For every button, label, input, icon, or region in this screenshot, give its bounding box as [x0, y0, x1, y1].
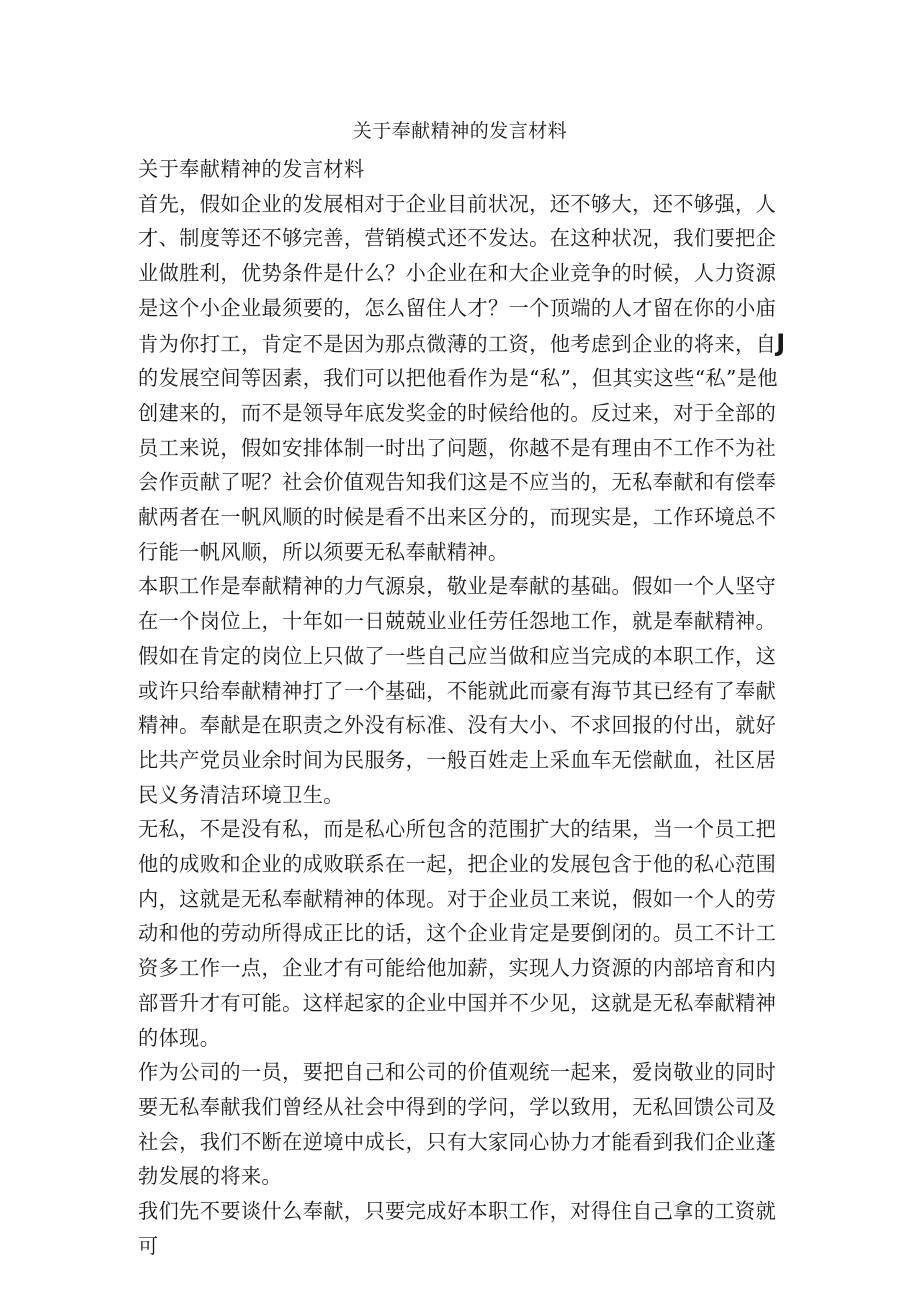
document-body	[138, 152, 790, 1264]
paragraph-2: 本职工作是奉献精神的力气源泉，敬业是奉献的基础。假如一个人坚守在一个岗位上，十年如一日兢兢业业任劳任怨地工作，就是奉献精神。假如在肯定的岗位上只做了一些自己应当做和应当完成的本职工作，这或许只给奉献精神打了一个基础，不能就此而豪有海节其已经有了奉献精神。奉献是在职责之外没有标准、没有大小、不求回报的付出，就好比共产党员业余时间为民服务，一般百姓走上采血车无偿献血，社区居民义务清洁环境卫生。	[138, 574, 777, 807]
paragraph-4: 作为公司的一员，要把自己和公司的价值观统一起来，爱岗敬业的同时要无私奉献我们曾经从社会中得到的学问，学以致用，无私回馈公司及社会，我们不断在逆境中成长，只有大家同心协力才能看到我们企业蓬勃发展的将来。	[138, 1060, 777, 1189]
paragraph-3: 无私，不是没有私，而是私心所包含的范围扩大的结果，当一个员工把他的成败和企业的成败联系在一起，把企业的发展包含于他的私心范围内，这就是无私奉献精神的体现。对于企业员工来说，假如一个人的劳动和他的劳动所得成正比的话，这个企业肯定是要倒闭的。员工不计工资多工作一点，企业才有可能给他加薪，实现人力资源的内部培育和内部晋升才有可能。这样起家的企业中国并不少见，这就是无私奉献精神的体现。	[138, 817, 777, 1050]
paragraph-1	[138, 187, 790, 570]
document-subtitle: 关于奉献精神的发言材料	[138, 157, 365, 181]
paragraph-1-part-a: 首先，假如企业的发展相对于企业目前状况，还不够大，还不够强，人才、制度等还不够完善，营销模式还不发达。在这种状况，我们要把企业做胜利，优势条件是什么？小企业在和大企业竞争的时候，人力资源是这个小企业最须要的，怎么留住人才？一个顶端的人才留在你的小庙肯为你打工，肯定不是因为那点微薄的工资，他考虑到企业的将来，自	[138, 191, 777, 356]
paragraph-1-part-b: 的发展空间等因素，我们可以把他看作为是“私”，但其实这些“私”是他创建来的，而不是领导年底发奖金的时候给他的。反过来，对于全部的员工来说，假如安排体制一时出了问题，你越不是有理由不工作不为社会作贡献了呢？社会价值观告知我们这是不应当的，无私奉献和有偿奉献两者在一帆风顺的时候是看不出来区分的，而现实是，工作环境总不行能一帆风顺，所以须要无私奉献精神。	[138, 366, 778, 564]
paragraph-1-glyph: J	[776, 328, 786, 357]
document-title: 关于奉献精神的发言材料	[352, 120, 568, 142]
paragraph-5: 我们先不要谈什么奉献，只要完成好本职工作，对得住自己拿的工资就可	[138, 1199, 777, 1258]
